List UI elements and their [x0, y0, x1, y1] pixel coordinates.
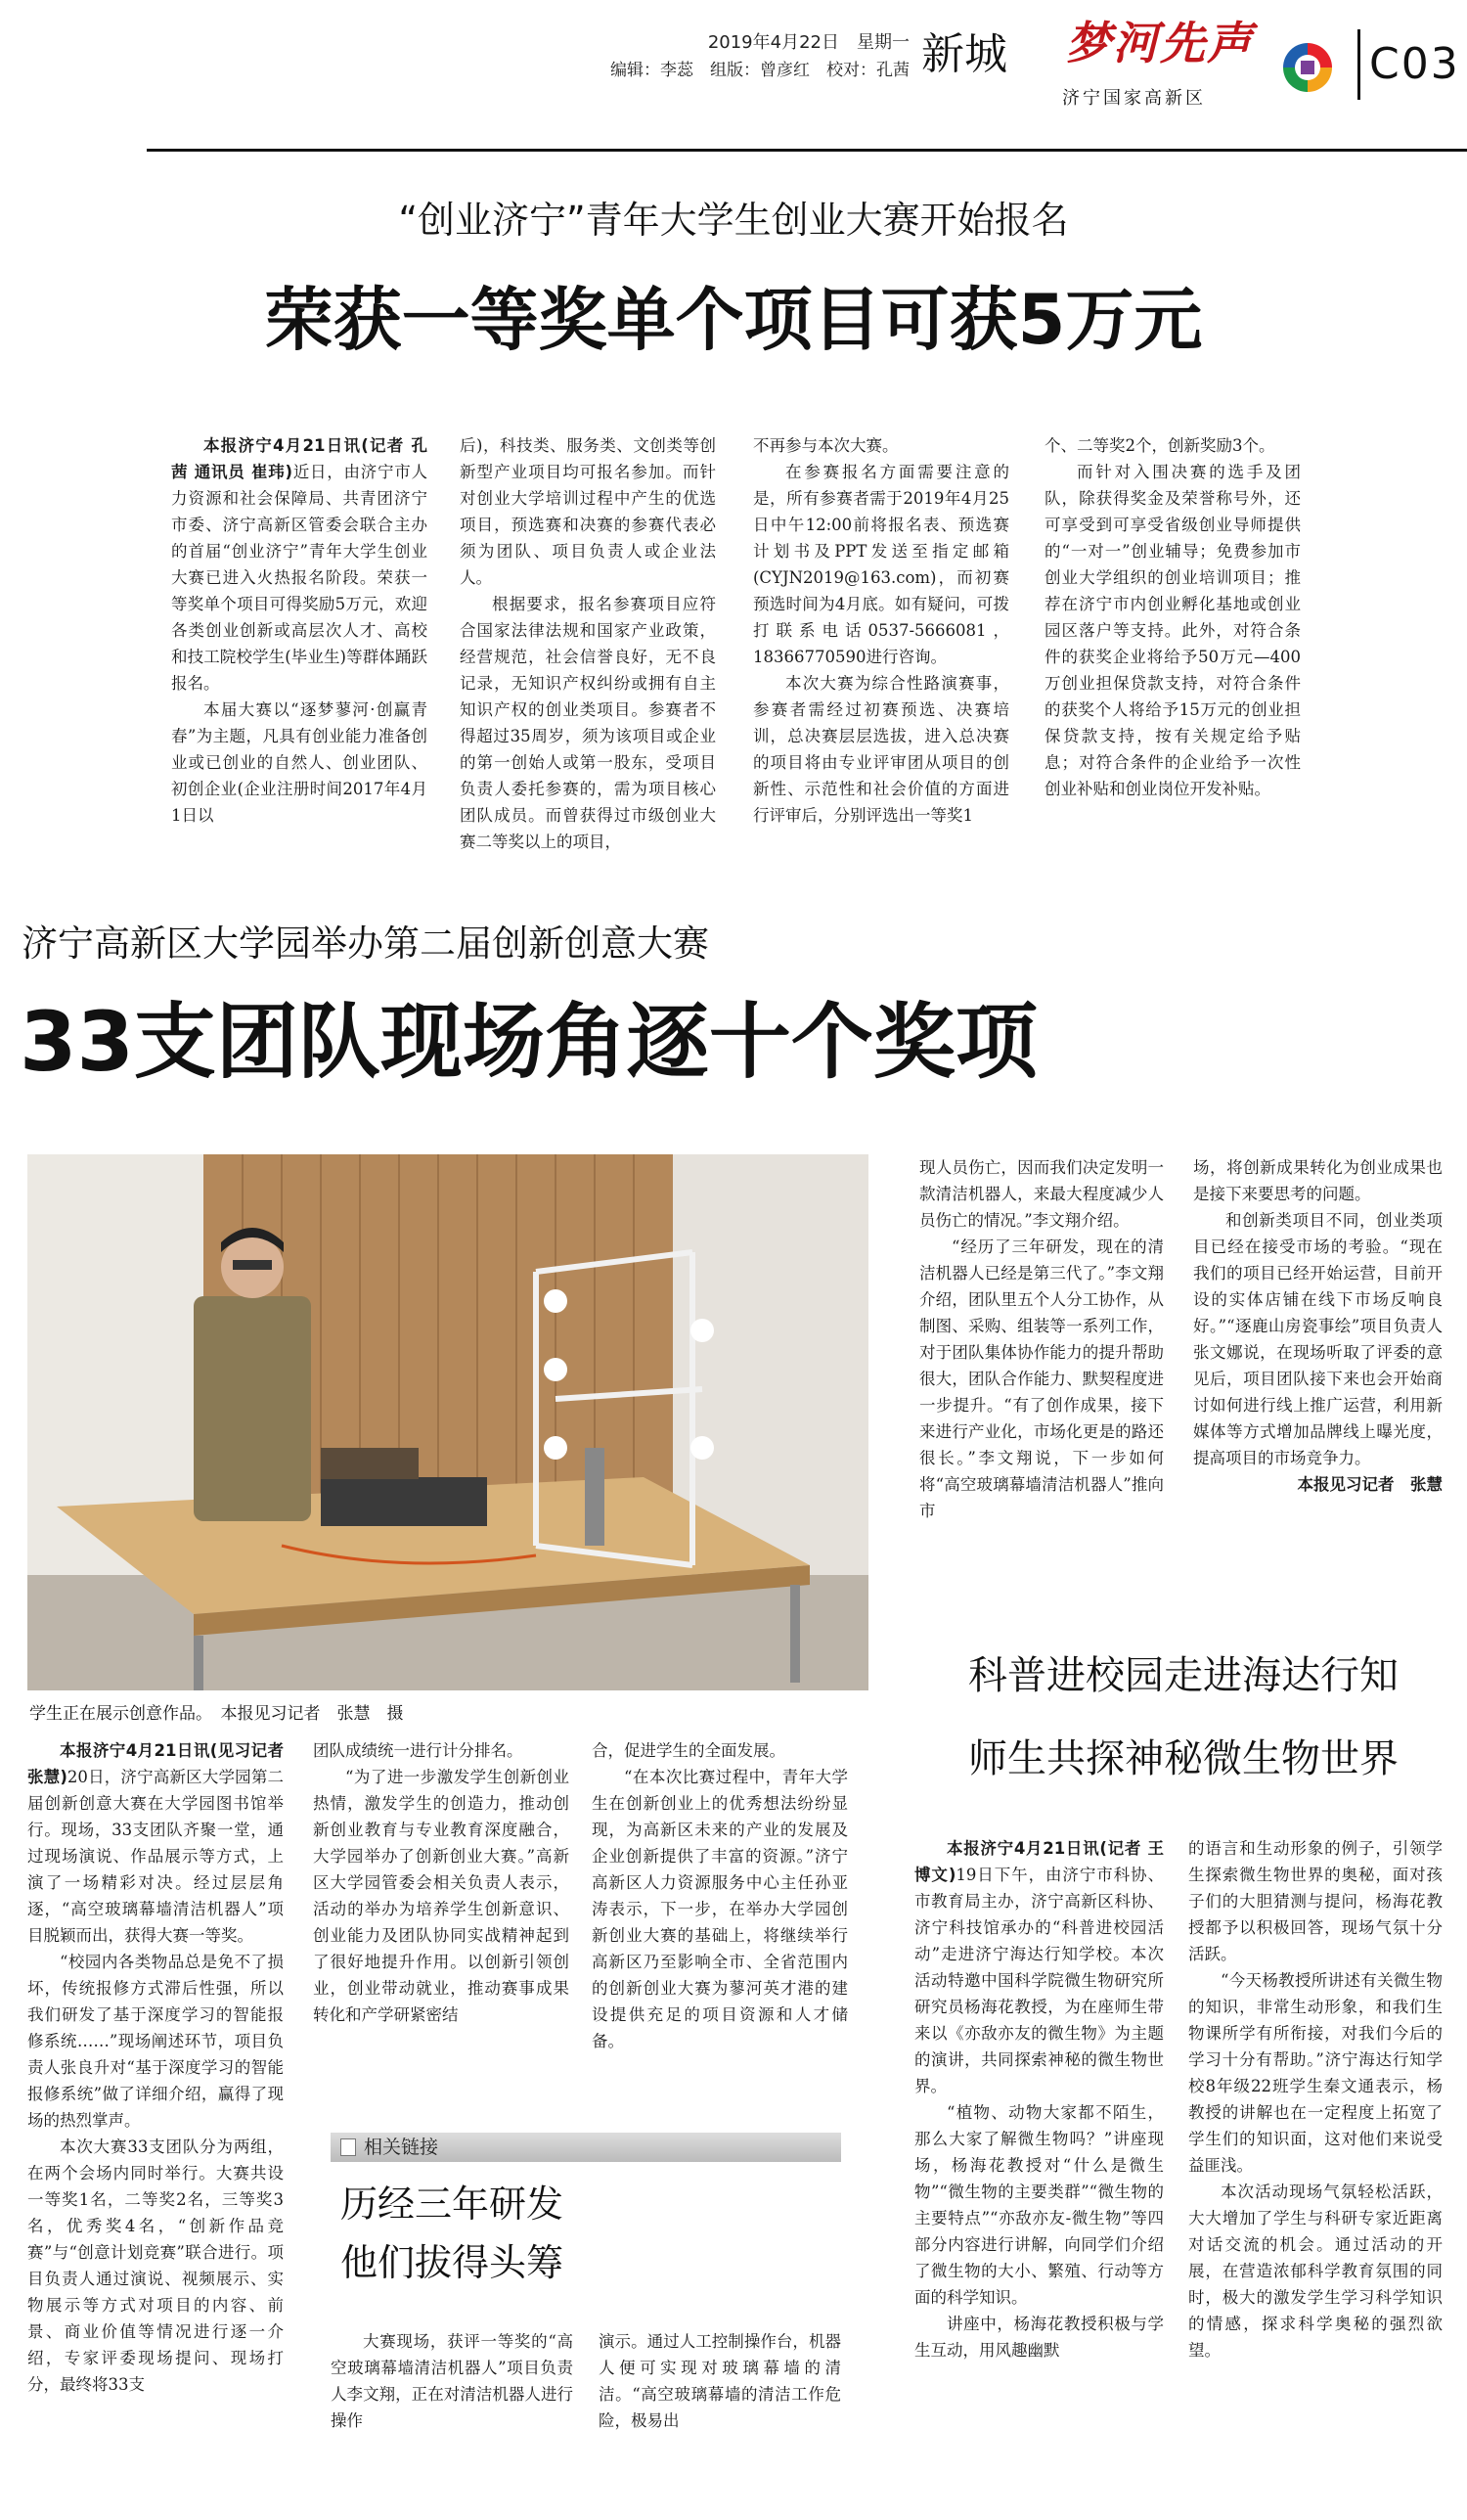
header-separator: [1357, 29, 1360, 100]
sidebar-headline-2: 他们拔得头筹: [340, 2241, 564, 2284]
article2-paragraph: “为了进一步激发学生创新创业热情，激发学生的创造力，推动创新创业教育与专业教育深度融合，大学园举办了创新创业大赛。”高新区大学园管委会相关负责人表示，活动的举办为培养学生创新意识、创业能力及团队协同实战精神起到了很好地提升作用。以创新引领创业，创业带动就业，推动赛事成果转化和产学研紧密结: [313, 1768, 569, 2024]
article2-column-E: [1193, 1154, 1443, 1614]
section-name: 新城: [921, 29, 1007, 79]
article1-kicker: “创业济宁”青年大学生创业大赛开始报名: [398, 199, 1069, 242]
article2-paragraph: 现人员伤亡，因而我们决定发明一款清洁机器人，来最大程度减少人员伤亡的情况。”李文翔介绍。: [919, 1158, 1164, 1230]
article1-column-4: [1045, 432, 1301, 892]
article1-paragraph: 而针对入围决赛的选手及团队，除获得奖金及荣誉称号外，还可享受到可享受省级创业导师提供的“一对一”创业辅导；免费参加市创业大学组织的创业培训项目；推荐在济宁市内创业孵化基地或创业园区落户等支持。此外，对符合条件的获奖企业将给予50万元—400万创业担保贷款支持，对符合条件的获奖个人将给予15万元的创业担保贷款支持，按有关规定给予贴息；对符合条件的企业给予一次性创业补贴和创业岗位开发补贴。: [1045, 463, 1301, 798]
article3-paragraph: 本次活动现场气氛轻松活跃，大大增加了学生与科研专家近距离对话交流的机会。通过活动的开展，在营造浓郁科学教育氛围的同时，极大的激发学生学习科学知识的情感，探求科学奥秘的强烈欲望。: [1188, 2182, 1443, 2360]
article1-column-3: [753, 432, 1009, 892]
article2-paragraph: “校园内各类物品总是免不了损坏，传统报修方式滞后性强，所以我们研发了基于深度学习的智能报修系统……”现场阐述环节，项目负责人张良升对“基于深度学习的智能报修系统”做了详细介绍，赢得了现场的热烈掌声。: [27, 1953, 284, 2130]
article2-kicker: 济宁高新区大学园举办第二届创新创意大赛: [22, 922, 709, 965]
article2-column-D: [919, 1154, 1164, 1614]
page-number: C03: [1369, 39, 1460, 89]
article2-paragraph: 本次大赛33支团队分为两组，在两个会场内同时举行。大赛共设一等奖1名，二等奖2名，三等奖3名，优秀奖4名，“创新作品竞赛”与“创意计划竞赛”联合进行。项目负责人通过演说、视频展示、实物展示等方式对项目的内容、前景、商业价值等情况进行逐一介绍，专家评委现场提问、现场打分，最终将33支: [27, 2138, 284, 2394]
article3-paragraph: 的语言和生动形象的例子，引领学生探索微生物世界的奥秘，面对孩子们的大胆猜测与提问，杨海花教授都予以积极回答，现场气氛十分活跃。: [1188, 1839, 1443, 1963]
article1-dateline: 本报济宁4月21日讯(记者 孔茜 通讯员 崔玮)近日，由济宁市人力资源和社会保障局、共青团济宁市委、济宁高新区管委会联合主办的首届“创业济宁”青年大学生创业大赛已进入火热报名阶段。荣获一等奖单个项目可得奖励5万元，欢迎各类创业创新或高层次人才、高校和技工院校学生(毕业生)等群体踊跃报名。: [171, 436, 427, 693]
article3-headline-2: 师生共探神秘微生物世界: [968, 1736, 1399, 1781]
article1-headline: 荣获一等奖单个项目可获5万元: [264, 280, 1203, 360]
article3-paragraph: “植物、动物大家都不陌生，那么大家了解微生物吗？”讲座现场，杨海花教授对“什么是微生物”“微生物的主要类群”“微生物的主要特点”“亦敌亦友-微生物”等四部分内容进行讲解，向同学们介绍了微生物的大小、繁殖、行动等方面的科学知识。: [914, 2103, 1164, 2307]
article1-paragraph: 在参赛报名方面需要注意的是，所有参赛者需于2019年4月25日中午12:00前将报名表、预选赛计划书及PPT发送至指定邮箱(CYJN2019@163.com)，而初赛预选时间为4月底。如有疑问，可拨打联系电话0537-5666081，18366770590进行咨询。: [753, 463, 1009, 666]
brand-subtitle: 济宁国家高新区: [1062, 88, 1206, 109]
sidebar-column-2: [599, 2328, 841, 2504]
article2-paragraph: 合，促进学生的全面发展。: [592, 1741, 785, 1760]
sidebar-column-1: [331, 2328, 573, 2504]
article2-paragraph: “在本次比赛过程中，青年大学生在创新创业上的优秀想法纷纷显现，为高新区未来的产业的发展及企业创新提供了丰富的资源。”济宁高新区人力资源服务中心主任孙亚涛表示，下一步，在举办大学园创新创业大赛的基础上，将继续举行高新区乃至影响全市、全省范围内的创新创业大赛为蓼河英才港的建设提供充足的项目资源和人才储备。: [592, 1768, 848, 2050]
article1-paragraph: 本届大赛以“逐梦蓼河·创赢青春”为主题，凡具有创业能力准备创业或已创业的自然人、创业团队、初创企业(企业注册时间2017年4月1日以: [171, 700, 427, 825]
article2-paragraph: 和创新类项目不同，创业类项目已经在接受市场的考验。“现在我们的项目已经开始运营，目前开设的实体店铺在线下市场反响良好。”“逐鹿山房瓷事绘”项目负责人张文娜说，在现场听取了评委的意见后，项目团队接下来也会开始商讨如何进行线上推广运营，利用新媒体等方式增加品牌线上曝光度，提高项目的市场竞争力。: [1193, 1211, 1443, 1467]
article1-paragraph: 不再参与本次大赛。: [753, 436, 899, 455]
brand-logo-text: 梦河先声: [1066, 17, 1254, 69]
article1-paragraph: 根据要求，报名参赛项目应符合国家法律法规和国家产业政策，经营规范，社会信誉良好，无不良记录，无知识产权纠纷或拥有自主知识产权的创业类项目。参赛者不得超过35周岁，须为该项目或企业的第一创始人或第一股东，受项目负责人委托参赛的，需为项目核心团队成员。而曾获得过市级创业大赛二等奖以上的项目，: [460, 595, 716, 851]
photo-caption: 学生正在展示创意作品。 本报见习记者 张慧 摄: [29, 1704, 404, 1724]
article2-column-B: [313, 1737, 569, 2148]
header-rule: [147, 149, 1467, 152]
related-link-icon: [340, 2138, 356, 2156]
article3-column-F: [914, 1835, 1164, 2510]
article3-paragraph: 讲座中，杨海花教授积极与学生互动，用风趣幽默: [914, 2315, 1164, 2360]
sidebar-headline-1: 历经三年研发: [340, 2182, 564, 2226]
article2-dateline: 本报济宁4月21日讯(见习记者 张慧)20日，济宁高新区大学园第二届创新创意大赛在大学园图书馆举行。现场，33支团队齐聚一堂，通过现场演说、作品展示等方式，上演了一场精彩对决。经过层层角逐，“高空玻璃幕墙清洁机器人”项目脱颖而出，获得大赛一等奖。: [27, 1741, 284, 1945]
article1-paragraph: 本次大赛为综合性路演赛事，参赛者需经过初赛预选、决赛培训，总决赛层层选拔，进入总决赛的项目将由专业评审团从项目的创新性、示范性和社会价值的方面进行评审后，分别评选出一等奖1: [753, 674, 1009, 825]
article3-dateline: 本报济宁4月21日讯(记者 王博文)19日下午，由济宁市科协、市教育局主办，济宁高新区科协、济宁科技馆承办的“科普进校园活动”走进济宁海达行知学校。本次活动特邀中国科学院微生物研究所研究员杨海花教授，为在座师生带来以《亦敌亦友的微生物》为主题的演讲，共同探索神秘的微生物世界。: [914, 1839, 1164, 2095]
article2-paragraph: 团队成绩统一进行计分排名。: [313, 1741, 523, 1760]
article3-paragraph: “今天杨教授所讲述有关微生物的知识，非常生动形象，和我们生物课所学有所衔接，对我们今后的学习十分有帮助。”济宁海达行知学校8年级22班学生秦文通表示，杨教授的讲解也在一定程度上拓宽了学生们的知识面，这对他们来说受益匪浅。: [1188, 1971, 1443, 2175]
article3-headline-1: 科普进校园走进海达行知: [968, 1653, 1399, 1698]
brand-emblem-icon: [1281, 41, 1334, 94]
issue-date: 2019年4月22日 星期一: [707, 32, 910, 53]
article1-column-1: [171, 432, 427, 892]
article2-column-C: [592, 1737, 848, 2148]
sidebar-paragraph: 演示。通过人工控制操作台，机器人便可实现对玻璃幕墙的清洁。“高空玻璃幕墙的清洁工作危险，极易出: [599, 2332, 841, 2430]
article2-byline: 本报见习记者 张慧: [1297, 1475, 1443, 1494]
article2-column-A: [27, 1737, 284, 2505]
article2-paragraph: 场，将创新成果转化为创业成果也是接下来要思考的问题。: [1193, 1158, 1443, 1203]
related-link-label: 相关链接: [364, 2137, 439, 2158]
article2-paragraph: “经历了三年研发，现在的清洁机器人已经是第三代了。”李文翔介绍，团队里五个人分工协作，从制图、采购、组装等一系列工作，对于团队集体协作能力的提升帮助很大，团队合作能力、默契程度进一步提升。“有了创作成果，接下来进行产业化，市场化更是的路还很长。”李文翔说，下一步如何将“高空玻璃幕墙清洁机器人”推向市: [919, 1238, 1164, 1520]
sidebar-paragraph: 大赛现场，获评一等奖的“高空玻璃幕墙清洁机器人”项目负责人李文翔，正在对清洁机器人进行操作: [331, 2332, 573, 2430]
article1-paragraph: 后)，科技类、服务类、文创类等创新型产业项目均可报名参加。而针对创业大学培训过程中产生的优选项目，预选赛和决赛的参赛代表必须为团队、项目负责人或企业法人。: [460, 436, 716, 587]
editor-credits: 编辑：李蕊 组版：曾彦红 校对：孔茜: [610, 61, 910, 80]
article1-column-2: [460, 432, 716, 892]
article1-paragraph: 个、二等奖2个，创新奖励3个。: [1045, 436, 1275, 455]
article3-column-G: [1188, 1835, 1443, 2510]
related-link-bar: [331, 2133, 841, 2162]
event-photo: [27, 1154, 868, 1690]
article2-headline: 33支团队现场角逐十个奖项: [20, 994, 1038, 1090]
